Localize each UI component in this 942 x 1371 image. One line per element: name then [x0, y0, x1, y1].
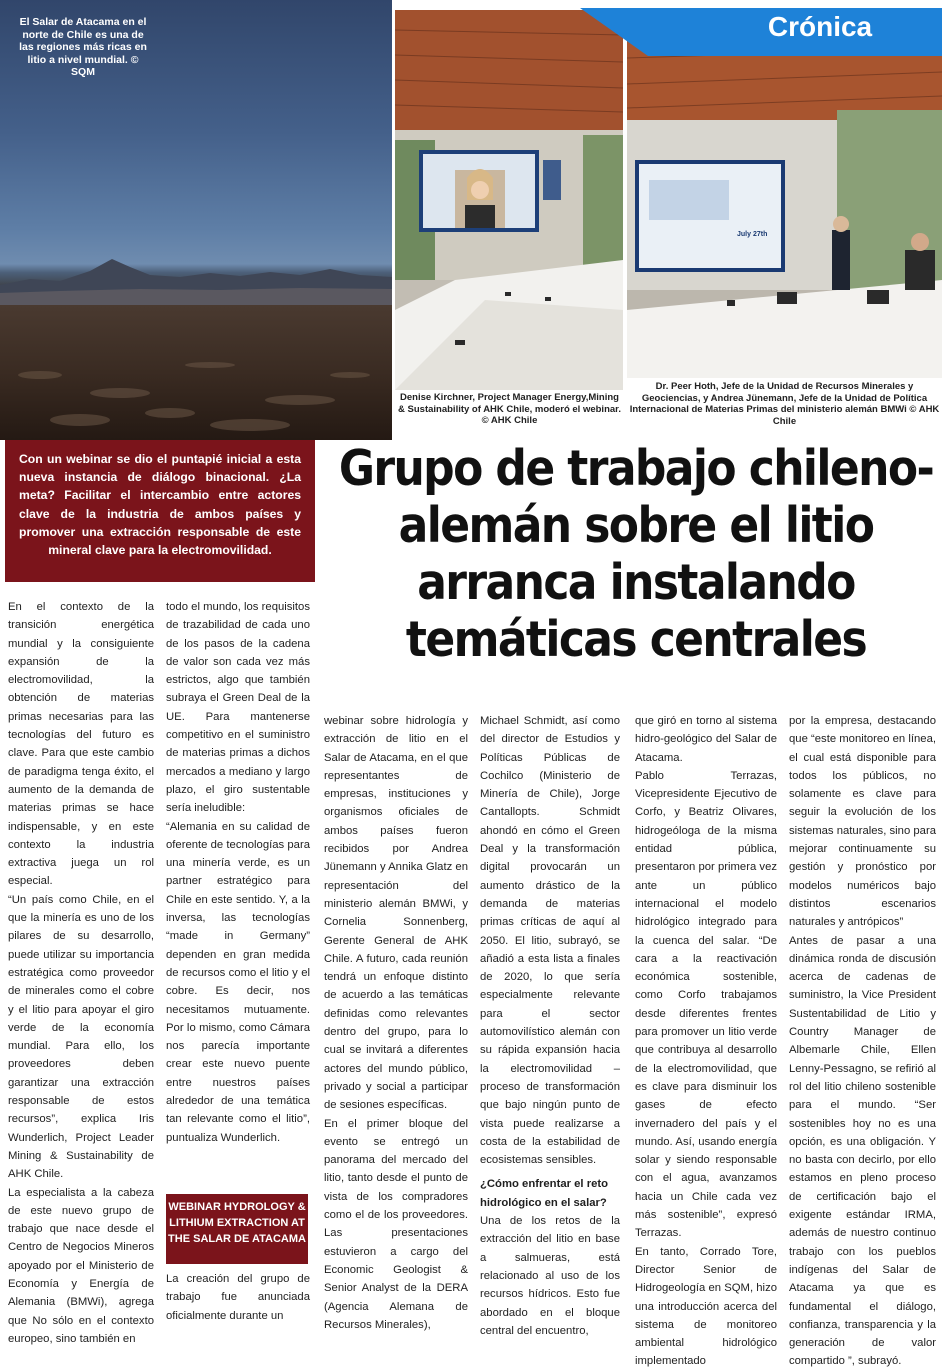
paragraph: En el primer bloque del evento se entregó un panorama del mercado del litio, tanto desde el punto de vista de los compradores como el de los proveedores. Las presentaciones estuvieron a cargo del Economic Geologist & Senior Analyst de la DERA (Agencia Alemana de Recursos Minerales),	[324, 1117, 468, 1331]
paragraph: Una de los retos de la extracción del litio en base a salmueras, está relacionado al uso de los recursos hídricos. Esto fue abordado en el bloque central del encuentro,	[480, 1215, 620, 1337]
paragraph: que giró en torno al sistema hidro-geológico del Salar de Atacama.	[635, 715, 777, 764]
body-column-2	[166, 598, 310, 1147]
conference-room-illustration	[627, 10, 942, 378]
body-column-2-continued	[166, 1270, 310, 1325]
headline: Grupo de trabajo chileno-alemán sobre el litio arranca instalando temáticas centrales	[338, 440, 934, 669]
screen-date-text: July 27th	[737, 231, 768, 238]
paragraph: todo el mundo, los requisitos de trazabilidad de cada uno de los pasos de la cadena de valor son cada vez más estrictos, algo que también subraya el Green Deal de la UE. Para mantenerse competitivo en el suministro de materias primas a dichos mercados a mediano y largo plazo, el giro sustentable sería ineludible:	[166, 601, 310, 815]
salar-photo-caption: El Salar de Atacama en el norte de Chile es una de las regiones más ricas en litio a nivel mundial. © SQM	[19, 16, 147, 78]
paragraph: En tanto, Corrado Tore, Director Senior de Hidrogeología en SQM, hizo una introducción acerca del sistema de monitoreo ambiental hidrológico implementado	[635, 1245, 777, 1368]
paragraph: Antes de pasar a una dinámica ronda de discusión acerca de cadenas de suministro, la Vice President Sustentabilidad de Litio y Country Manager de Albemarle Chile, Ellen Lenny-Pessagno, se refirió al rol del litio chileno sostenible para el mundo. “Ser sostenibles hoy no es una opción, es una obligación. Y no basta con decirlo, por ello estamos en pleno proceso de certificación bajo el exigente estándar IRMA, además de nuestro continuo trabajo con los pueblos indígenas del Salar de Atacama ya que es fundamental el diálogo, confianza, transparencia y la generación de valor compartido ”, subrayó.	[789, 934, 936, 1368]
subheading: ¿Cómo enfrentar el reto hidrológico en el salar?	[480, 1178, 609, 1209]
paragraph: La especialista a la cabeza de este nuevo grupo de trabajo que nace desde el Centro de Negocios Mineros apoyado por el Ministerio de Economía y Energía de Alemania (BMWi), agrega que No sólo en el contexto europeo, sino también en	[8, 1186, 154, 1345]
webinar-photo-speakers	[627, 10, 942, 378]
salt-flat-ground	[0, 305, 392, 440]
paragraph: Pablo Terrazas, Vicepresidente Ejecutivo de Corfo, y Beatriz Olivares, hidrogeóloga de la misma entidad pública, presentaron por primera vez ante un público internacional el modelo hidrológico integrado para la cuenca del salar. “De cara a la reactivación económica sostenible, como Corfo trabajamos desde diferentes frentes para promover un litio verde que contribuya al desarrollo de la electromovilidad, que es clave para disminuir los gases de efecto invernadero del país y el mundo. Así, usando energía solar y siendo responsable con el agua, avanzamos hacia un Chile cada vez más sostenible”, expresó Terrazas.	[635, 769, 777, 1240]
paragraph: La creación del grupo de trabajo fue anunciada oficialmente durante un	[166, 1273, 310, 1322]
paragraph: “Un país como Chile, en el que la minería es uno de los pilares de su desarrollo, puede utilizar su importancia estratégica como proveedor de minerales como el cobre y el litio para apoyar el giro verde de la economía mundial. Para ello, los proveedores deben garantizar una extracción responsable de estos recursos”, explica Iris Wunderlich, Project Leader Mining & Sustainability de AHK Chile.	[8, 893, 154, 1181]
conference-room-illustration	[395, 10, 623, 390]
paragraph: webinar sobre hidrología y extracción de litio en el Salar de Atacama, en el que representantes de empresas, instituciones y organismos oficiales de ambos países fueron recibidos por Andrea Jünemann y Annika Glatz en representación del ministerio alemán BMWi, y Cornelia Sonnenberg, Gerente General de AHK Chile. A futuro, cada reunión tendrá un enfoque distinto de acuerdo a las temáticas definidas como relevantes dentro del grupo, para lo cual se invitará a diferentes actores del mundo público, privado y social a participar de sesiones específicas.	[324, 715, 468, 1112]
paragraph: por la empresa, destacando que “este monitoreo en línea, el cual está disponible para todos los públicos, no solamente es clave para seguir la evolución de los sistemas naturales, sino para mejorar continuamente su gestión y pronóstico por modelos numéricos bajo distintos escenarios naturales y antrópicos”	[789, 715, 936, 929]
mountain-silhouette	[0, 245, 392, 305]
paragraph: En el contexto de la transición energética mundial y la consiguiente expansión de la electromovilidad, la obtención de materias primas necesarias para las tecnologías del futuro es clave. Para que este cambio de paradigma tenga éxito, el aumento de la demanda de materias primas se hace indispensable, y en este contexto la industria extractiva juega un rol especial.	[8, 601, 154, 888]
photo-caption-moderator: Denise Kirchner, Project Manager Energy,Mining & Sustainability of AHK Chile, moderó el webinar. © AHK Chile	[398, 392, 621, 426]
body-column-3	[324, 712, 468, 1334]
photo-caption-speakers: Dr. Peer Hoth, Jefe de la Unidad de Recursos Minerales y Geociencias, y Andrea Jünemann, Jefe de la Unidad de Política Internacional de Materias Primas del ministerio alemán BMWi © AHK Chile	[629, 381, 940, 427]
paragraph: “Alemania en su calidad de oferente de tecnologías para una minería verde, es un partner estratégico para Chile en este sentido. Y, a la inversa, las tecnologías “made in Germany” dependen en gran medida de recursos como el litio y el cobre. Es decir, nos necesitamos mutuamente. Por lo mismo, como Cámara nos parecía importante crear este nuevo puente entre nuestros países alrededor de una temática tan relevante como el litio”, puntualiza Wunderlich.	[166, 820, 310, 1144]
salar-photo	[0, 0, 392, 440]
webinar-photo-moderator	[395, 10, 623, 390]
section-label: Crónica	[767, 11, 873, 42]
webinar-sidebox: WEBINAR HYDROLOGY & LITHIUM EXTRACTION AT THE SALAR DE ATACAMA	[166, 1194, 308, 1264]
body-column-6	[789, 712, 936, 1371]
body-column-1	[8, 598, 154, 1348]
lead-box: Con un webinar se dio el puntapié inicial a esta nueva instancia de diálogo binacional. ¿La meta? Facilitar el intercambio entre actores clave de la industria de ambos países y promover una extracción responsable de este mineral clave para la electromovilidad.	[5, 440, 315, 582]
paragraph: Michael Schmidt, así como del director de Estudios y Políticas Públicas de Cochilco (Ministerio de Minería de Chile), Jorge Cantallopts. Schmidt ahondó en cómo el Green Deal y la transformación digital provocarán un aumento drástico de la demanda de materias primas críticas de aquí al 2050. El litio, subrayó, se añadió a esta lista a finales de 2020, lo que sería especialmente relevante para el sector automovilístico alemán con su rápida expansión hacia la electromovilidad – proceso de transformación que bajo ningún punto de vista puede realizarse a costa de la estabilidad de ecosistemas sensibles.	[480, 715, 620, 1167]
body-column-4	[480, 712, 620, 1340]
body-column-5	[635, 712, 777, 1371]
